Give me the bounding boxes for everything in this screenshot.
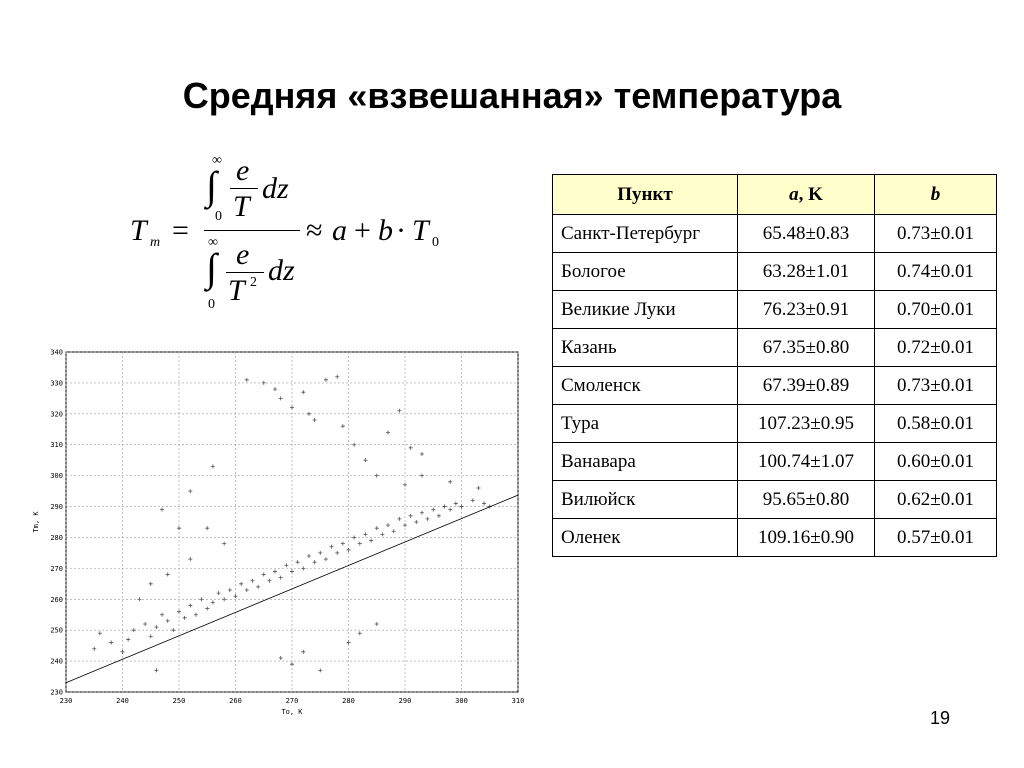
formula-T0-sub: 0 — [432, 235, 439, 250]
coef-a: 109.16±0.90 — [738, 519, 875, 557]
coefficients-table — [552, 174, 997, 557]
formula — [120, 148, 460, 318]
coef-a: 100.74±1.07 — [738, 443, 875, 481]
station-name: Ванавара — [553, 443, 738, 481]
station-name: Оленек — [553, 519, 738, 557]
y-tick-label: 300 — [50, 472, 63, 481]
x-tick-label: 260 — [229, 697, 242, 705]
coef-b: 0.72±0.01 — [875, 329, 997, 367]
coef-a: 63.28±1.01 — [738, 253, 875, 291]
formula-fraction-line — [204, 230, 300, 231]
formula-approx: ≈ — [306, 214, 323, 247]
y-tick-label: 320 — [50, 410, 63, 419]
formula-integral-top: ∫ — [206, 163, 217, 208]
y-tick-label: 340 — [50, 348, 63, 357]
formula-upper-limit: ∞ — [212, 153, 222, 168]
y-tick-label: 280 — [50, 533, 63, 542]
x-tick-label: 280 — [342, 697, 355, 705]
table-row — [553, 329, 997, 367]
station-name: Бологое — [553, 253, 738, 291]
formula-lhs-sub: m — [150, 235, 161, 250]
formula-a: a — [332, 214, 347, 247]
formula-equals: = — [172, 214, 189, 247]
table-row — [553, 481, 997, 519]
coef-b: 0.57±0.01 — [875, 519, 997, 557]
station-name: Великие Луки — [553, 291, 738, 329]
station-name: Вилюйск — [553, 481, 738, 519]
y-tick-label: 310 — [50, 441, 63, 450]
x-tick-label: 250 — [172, 697, 186, 705]
header-a: a, K — [738, 175, 875, 215]
formula-den-lower-limit: 0 — [208, 297, 215, 312]
station-name: Смоленск — [553, 367, 738, 405]
table-row — [553, 519, 997, 557]
table-row — [553, 367, 997, 405]
header-station: Пункт — [553, 175, 738, 215]
table-row — [553, 443, 997, 481]
coef-a: 76.23±0.91 — [738, 291, 875, 329]
table-row — [553, 405, 997, 443]
formula-den-e: e — [236, 238, 250, 271]
y-axis-title: Tm, K — [32, 511, 40, 533]
page-number: 19 — [930, 708, 951, 728]
coef-a: 95.65±0.80 — [738, 481, 875, 519]
y-tick-label: 240 — [50, 657, 63, 666]
x-tick-label: 310 — [511, 697, 525, 705]
y-tick-label: 230 — [50, 688, 63, 697]
y-tick-label: 270 — [50, 564, 63, 573]
scatter-chart — [30, 340, 530, 722]
coef-b: 0.58±0.01 — [875, 405, 997, 443]
formula-b: b — [378, 214, 393, 247]
station-name: Казань — [553, 329, 738, 367]
station-name: Санкт-Петербург — [553, 215, 738, 253]
table-row — [553, 215, 997, 253]
x-tick-label: 240 — [116, 697, 129, 705]
y-tick-label: 290 — [50, 503, 63, 512]
formula-inner-fraction-line — [230, 188, 258, 189]
y-tick-label: 260 — [50, 595, 63, 604]
coef-a: 67.39±0.89 — [738, 367, 875, 405]
formula-den-T: T — [228, 274, 245, 307]
table-row — [553, 253, 997, 291]
table-row — [553, 291, 997, 329]
formula-num-e: e — [236, 154, 250, 187]
formula-plus: + — [354, 214, 371, 247]
formula-num-T: T — [233, 190, 250, 223]
coef-b: 0.73±0.01 — [875, 367, 997, 405]
coef-b: 0.60±0.01 — [875, 443, 997, 481]
header-b: b — [875, 175, 997, 215]
formula-den-power: 2 — [250, 275, 257, 290]
formula-den-fraction-line — [226, 272, 264, 273]
formula-num-dz: dz — [262, 172, 289, 205]
x-tick-label: 230 — [59, 697, 73, 705]
x-tick-label: 270 — [285, 697, 299, 705]
coef-b: 0.73±0.01 — [875, 215, 997, 253]
slide-title: Средняя «взвешанная» температура — [182, 75, 842, 116]
coef-a: 107.23±0.95 — [738, 405, 875, 443]
y-tick-label: 250 — [50, 626, 63, 635]
coef-a: 65.48±0.83 — [738, 215, 875, 253]
formula-den-upper-limit: ∞ — [208, 235, 218, 250]
y-tick-label: 330 — [50, 379, 63, 388]
x-tick-label: 300 — [455, 697, 468, 705]
table-header-row — [553, 175, 997, 215]
coef-b: 0.70±0.01 — [875, 291, 997, 329]
formula-integral-bottom: ∫ — [206, 245, 217, 290]
station-name: Тура — [553, 405, 738, 443]
coef-b: 0.74±0.01 — [875, 253, 997, 291]
x-axis-title: To, K — [281, 708, 303, 716]
formula-dot: · — [396, 214, 406, 247]
formula-lower-limit: 0 — [215, 209, 222, 224]
x-tick-label: 290 — [398, 697, 412, 705]
formula-den-dz: dz — [268, 254, 295, 287]
coef-a: 67.35±0.80 — [738, 329, 875, 367]
formula-lhs: T — [130, 214, 147, 247]
coef-b: 0.62±0.01 — [875, 481, 997, 519]
formula-T0: T — [412, 214, 429, 247]
